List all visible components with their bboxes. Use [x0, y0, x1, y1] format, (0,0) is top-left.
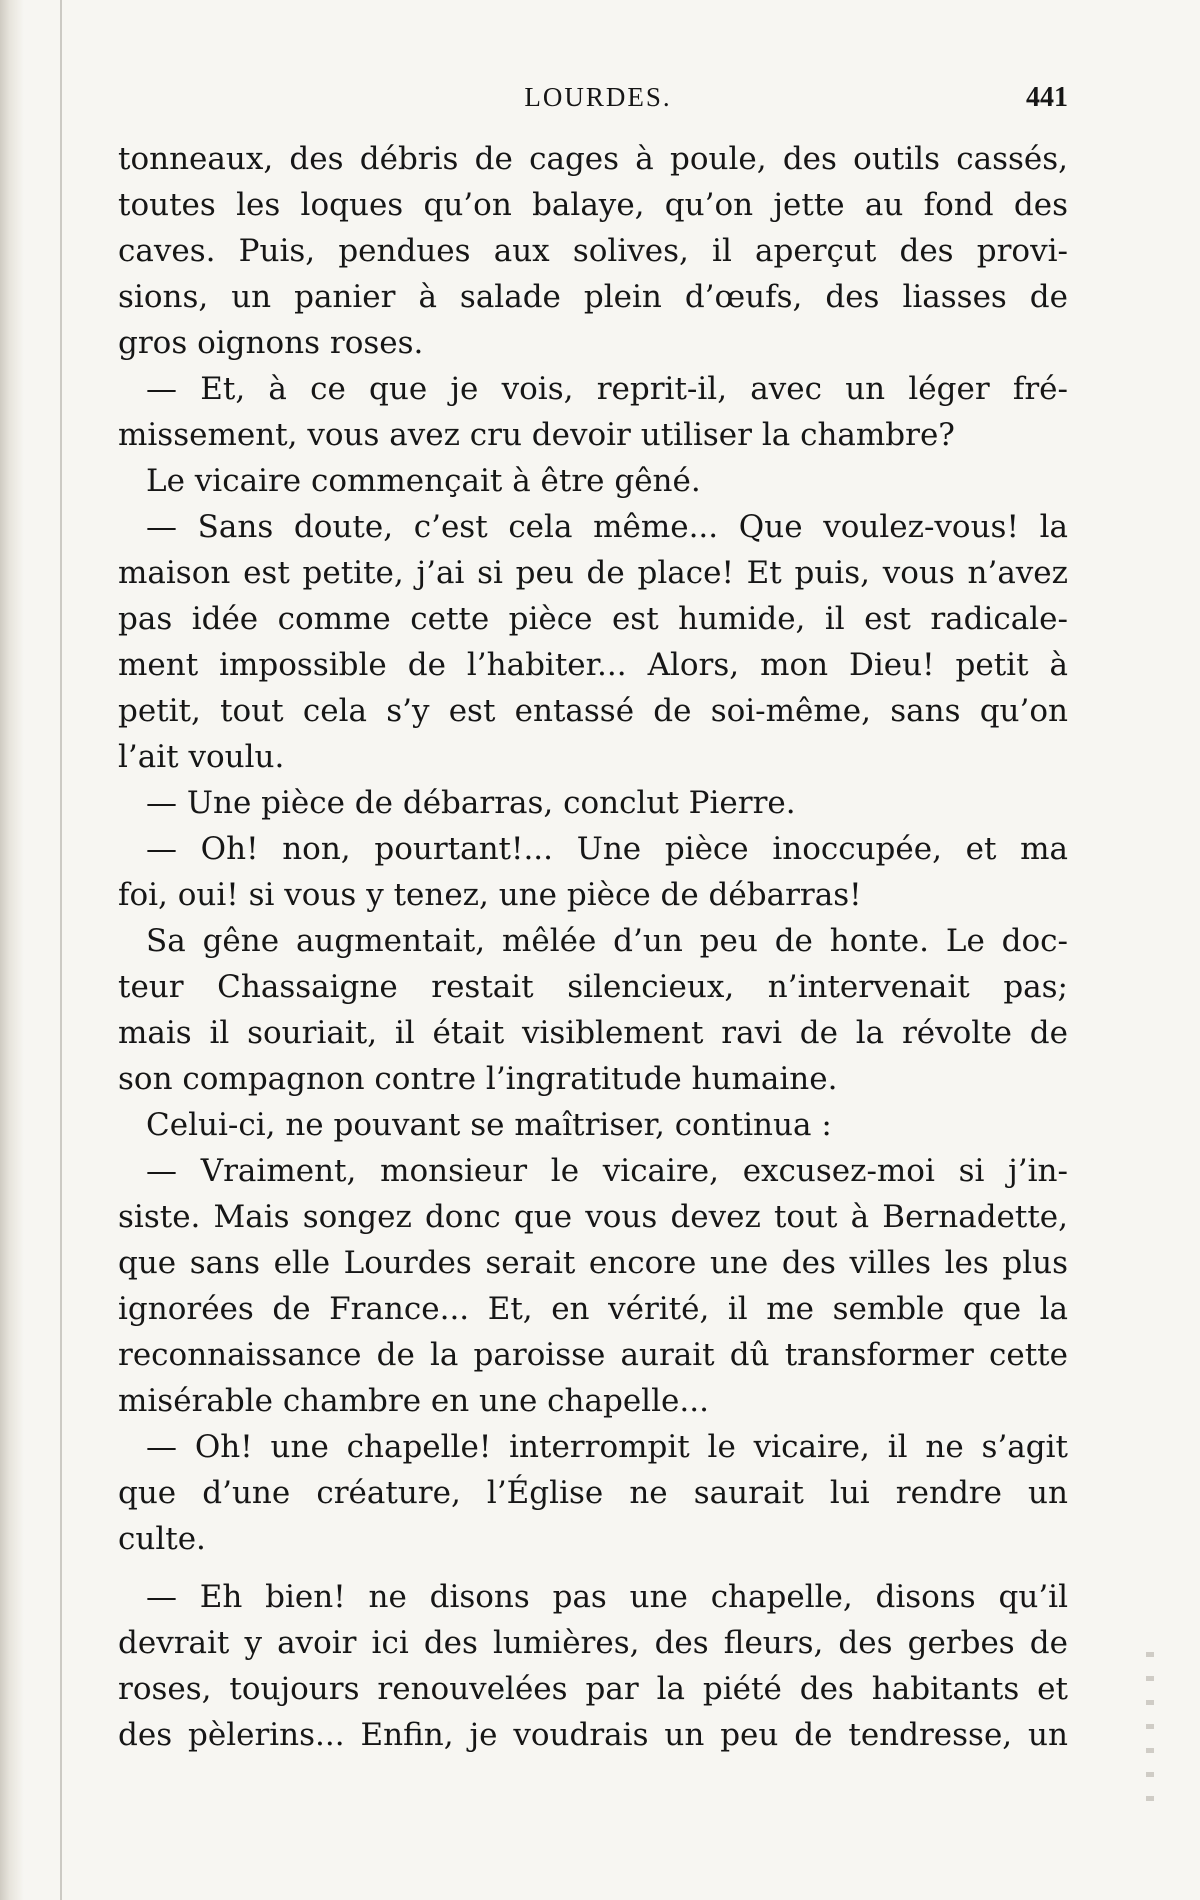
- text-line: tonneaux, des débris de cages à poule, des outils cassés,: [118, 141, 1068, 177]
- text-line: caves. Puis, pendues aux solives, il aperçut des provi-: [118, 233, 1068, 269]
- text-line: maison est petite, j’ai si peu de place! Et puis, vous n’avez: [118, 555, 1068, 591]
- text-line: culte.: [118, 1521, 206, 1557]
- text-line: Celui-ci, ne pouvant se maîtriser, continua :: [146, 1107, 832, 1143]
- text-line: — Eh bien! ne disons pas une chapelle, disons qu’il: [146, 1579, 1068, 1615]
- text-line: que d’une créature, l’Église ne saurait lui rendre un: [118, 1475, 1068, 1511]
- text-line: misérable chambre en une chapelle...: [118, 1383, 709, 1419]
- text-line: — Vraiment, monsieur le vicaire, excusez-moi si j’in-: [146, 1153, 1068, 1189]
- text-line: ment impossible de l’habiter... Alors, mon Dieu! petit à: [118, 647, 1068, 683]
- text-line: — Oh! non, pourtant!... Une pièce inoccupée, et ma: [146, 831, 1068, 867]
- page-number: 441: [1026, 82, 1068, 113]
- text-line: son compagnon contre l’ingratitude humaine.: [118, 1061, 838, 1097]
- text-line: toutes les loques qu’on balaye, qu’on jette au fond des: [118, 187, 1068, 223]
- text-line: missement, vous avez cru devoir utiliser la chambre?: [118, 417, 955, 453]
- text-line: teur Chassaigne restait silencieux, n’intervenait pas;: [118, 969, 1068, 1005]
- text-line: des pèlerins... Enfin, je voudrais un peu de tendresse, un: [118, 1717, 1068, 1753]
- text-line: — Sans doute, c’est cela même... Que voulez-vous! la: [146, 509, 1068, 545]
- text-line: foi, oui! si vous y tenez, une pièce de débarras!: [118, 877, 862, 913]
- text-line: l’ait voulu.: [118, 739, 285, 775]
- text-line: — Oh! une chapelle! interrompit le vicaire, il ne s’agit: [146, 1429, 1068, 1465]
- text-line: Le vicaire commençait à être gêné.: [146, 463, 701, 499]
- text-line: Sa gêne augmentait, mêlée d’un peu de honte. Le doc-: [146, 923, 1068, 959]
- text-line: gros oignons roses.: [118, 325, 424, 361]
- text-line: pas idée comme cette pièce est humide, il est radicale-: [118, 601, 1068, 637]
- text-line: sions, un panier à salade plein d’œufs, des liasses de: [118, 279, 1068, 315]
- text-line: siste. Mais songez donc que vous devez tout à Bernadette,: [118, 1199, 1068, 1235]
- binding-shadow: [0, 0, 24, 1900]
- binding-rule: [60, 0, 62, 1900]
- text-line: ignorées de France... Et, en vérité, il me semble que la: [118, 1291, 1068, 1327]
- margin-marks: [1146, 1652, 1154, 1802]
- text-line: — Et, à ce que je vois, reprit-il, avec un léger fré-: [146, 371, 1068, 407]
- text-line: — Une pièce de débarras, conclut Pierre.: [146, 785, 796, 821]
- text-line: reconnaissance de la paroisse aurait dû transformer cette: [118, 1337, 1068, 1373]
- text-line: que sans elle Lourdes serait encore une des villes les plus: [118, 1245, 1068, 1281]
- text-line: mais il souriait, il était visiblement ravi de la révolte de: [118, 1015, 1068, 1051]
- text-line: roses, toujours renouvelées par la piété des habitants et: [118, 1671, 1068, 1707]
- running-title: LOURDES.: [524, 82, 672, 112]
- page-header: [118, 82, 1078, 122]
- text-line: devrait y avoir ici des lumières, des fleurs, des gerbes de: [118, 1625, 1068, 1661]
- body-text: [118, 136, 1068, 1758]
- text-line: petit, tout cela s’y est entassé de soi-même, sans qu’on: [118, 693, 1068, 729]
